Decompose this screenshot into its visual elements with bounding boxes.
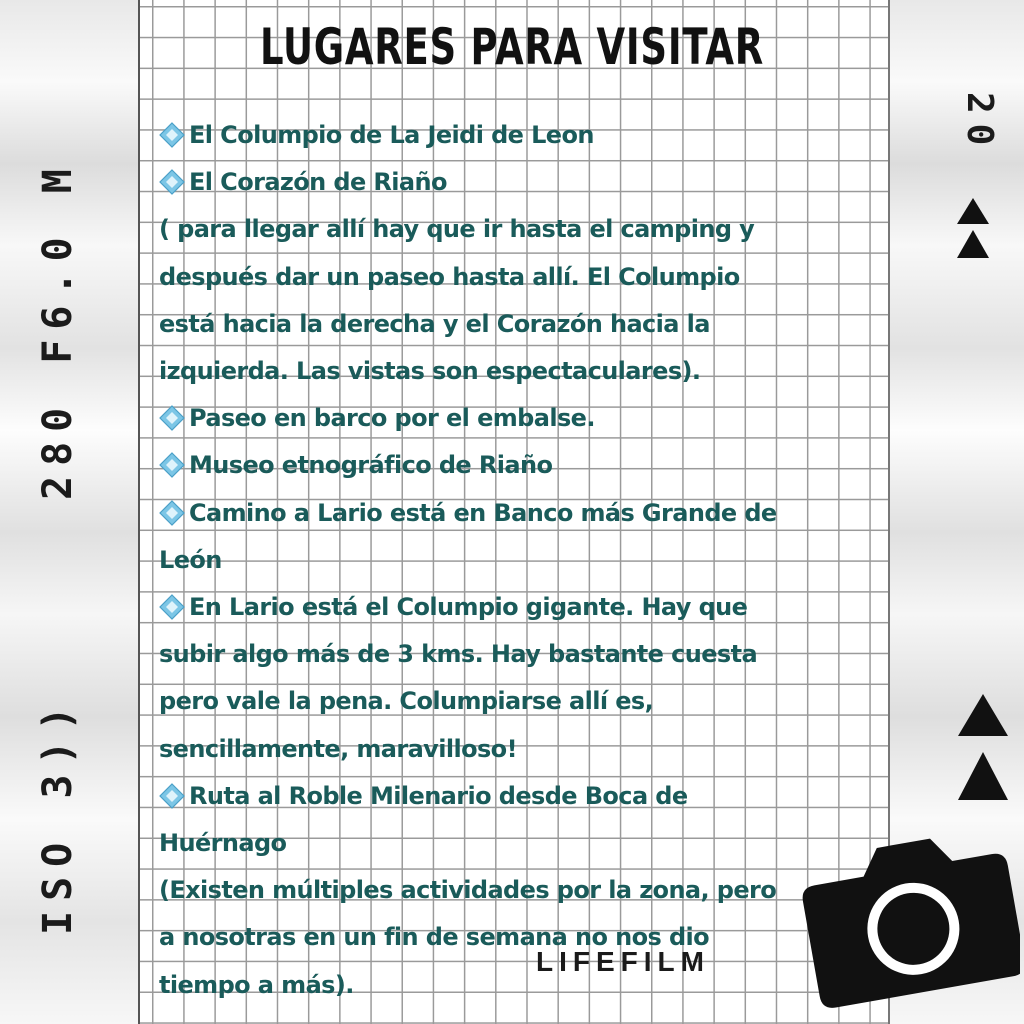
camera-settings-readout: 280 F6.0 M — [35, 159, 81, 500]
list-item-text: Ruta al Roble Milenario desde Boca de — [189, 781, 688, 810]
list-item-continuation — [159, 820, 879, 867]
list-item-text: Paseo en barco por el embalse. — [189, 404, 595, 433]
list-item-continuation — [159, 301, 879, 348]
list-item-text: tiempo a más). — [159, 970, 354, 999]
blue-diamond-icon — [159, 500, 185, 526]
list-item-text: sencillamente, maravilloso! — [159, 734, 517, 763]
list-item-continuation — [159, 254, 879, 301]
list-item-continuation — [159, 206, 879, 253]
list-item-text: Camino a Lario está en Banco más Grande de — [189, 498, 777, 527]
list-item-continuation — [159, 867, 879, 914]
list-item-text: subir algo más de 3 kms. Hay bastante cuesta — [159, 640, 758, 669]
list-item-continuation — [159, 726, 879, 773]
places-list — [159, 112, 879, 1009]
list-item-text: está hacia la derecha y el Corazón hacia la — [159, 309, 710, 338]
list-item-text: El Corazón de Riaño — [189, 168, 447, 197]
list-item-continuation — [159, 962, 879, 1009]
list-item — [159, 442, 879, 489]
list-item-continuation — [159, 678, 879, 725]
list-item — [159, 490, 879, 537]
list-item-text: ( para llegar allí hay que ir hasta el camping y — [159, 215, 755, 244]
list-item — [159, 395, 879, 442]
list-item-text: En Lario está el Columpio gigante. Hay que — [189, 593, 748, 622]
list-item-text: después dar un paseo hasta allí. El Columpio — [159, 262, 740, 291]
frame-counter: 20 — [959, 92, 1000, 156]
list-item-continuation — [159, 537, 879, 584]
list-item-text: León — [159, 545, 222, 574]
list-item-text: (Existen múltiples actividades por la zona, pero — [159, 876, 777, 905]
list-item — [159, 584, 879, 631]
list-item-text: izquierda. Las vistas son espectaculares). — [159, 357, 701, 386]
list-item-continuation — [159, 348, 879, 395]
page-title: LUGARES PARA VISITAR — [259, 18, 765, 76]
list-item-text: Museo etnográfico de Riaño — [189, 451, 553, 480]
blue-diamond-icon — [159, 405, 185, 431]
list-item — [159, 112, 879, 159]
list-item-continuation — [159, 631, 879, 678]
list-item-text: pero vale la pena. Columpiarse allí es, — [159, 687, 654, 716]
iso-readout: ISO 3)) — [35, 696, 81, 935]
blue-diamond-icon — [159, 122, 185, 148]
blue-diamond-icon — [159, 452, 185, 478]
list-item-text: a nosotras en un fin de semana no nos dio — [159, 923, 710, 952]
list-item-text: El Columpio de La Jeidi de Leon — [189, 121, 594, 149]
list-item-continuation — [159, 914, 879, 961]
list-item — [159, 159, 879, 206]
small-triangles-icon — [955, 196, 991, 262]
blue-diamond-icon — [159, 594, 185, 620]
blue-diamond-icon — [159, 783, 185, 809]
list-item-text: Huérnago — [159, 829, 287, 858]
list-item — [159, 773, 879, 820]
large-triangles-icon — [956, 692, 1010, 804]
camera-icon — [790, 810, 1020, 1010]
blue-diamond-icon — [159, 169, 185, 195]
brand-label: LIFEFILM — [536, 946, 710, 977]
